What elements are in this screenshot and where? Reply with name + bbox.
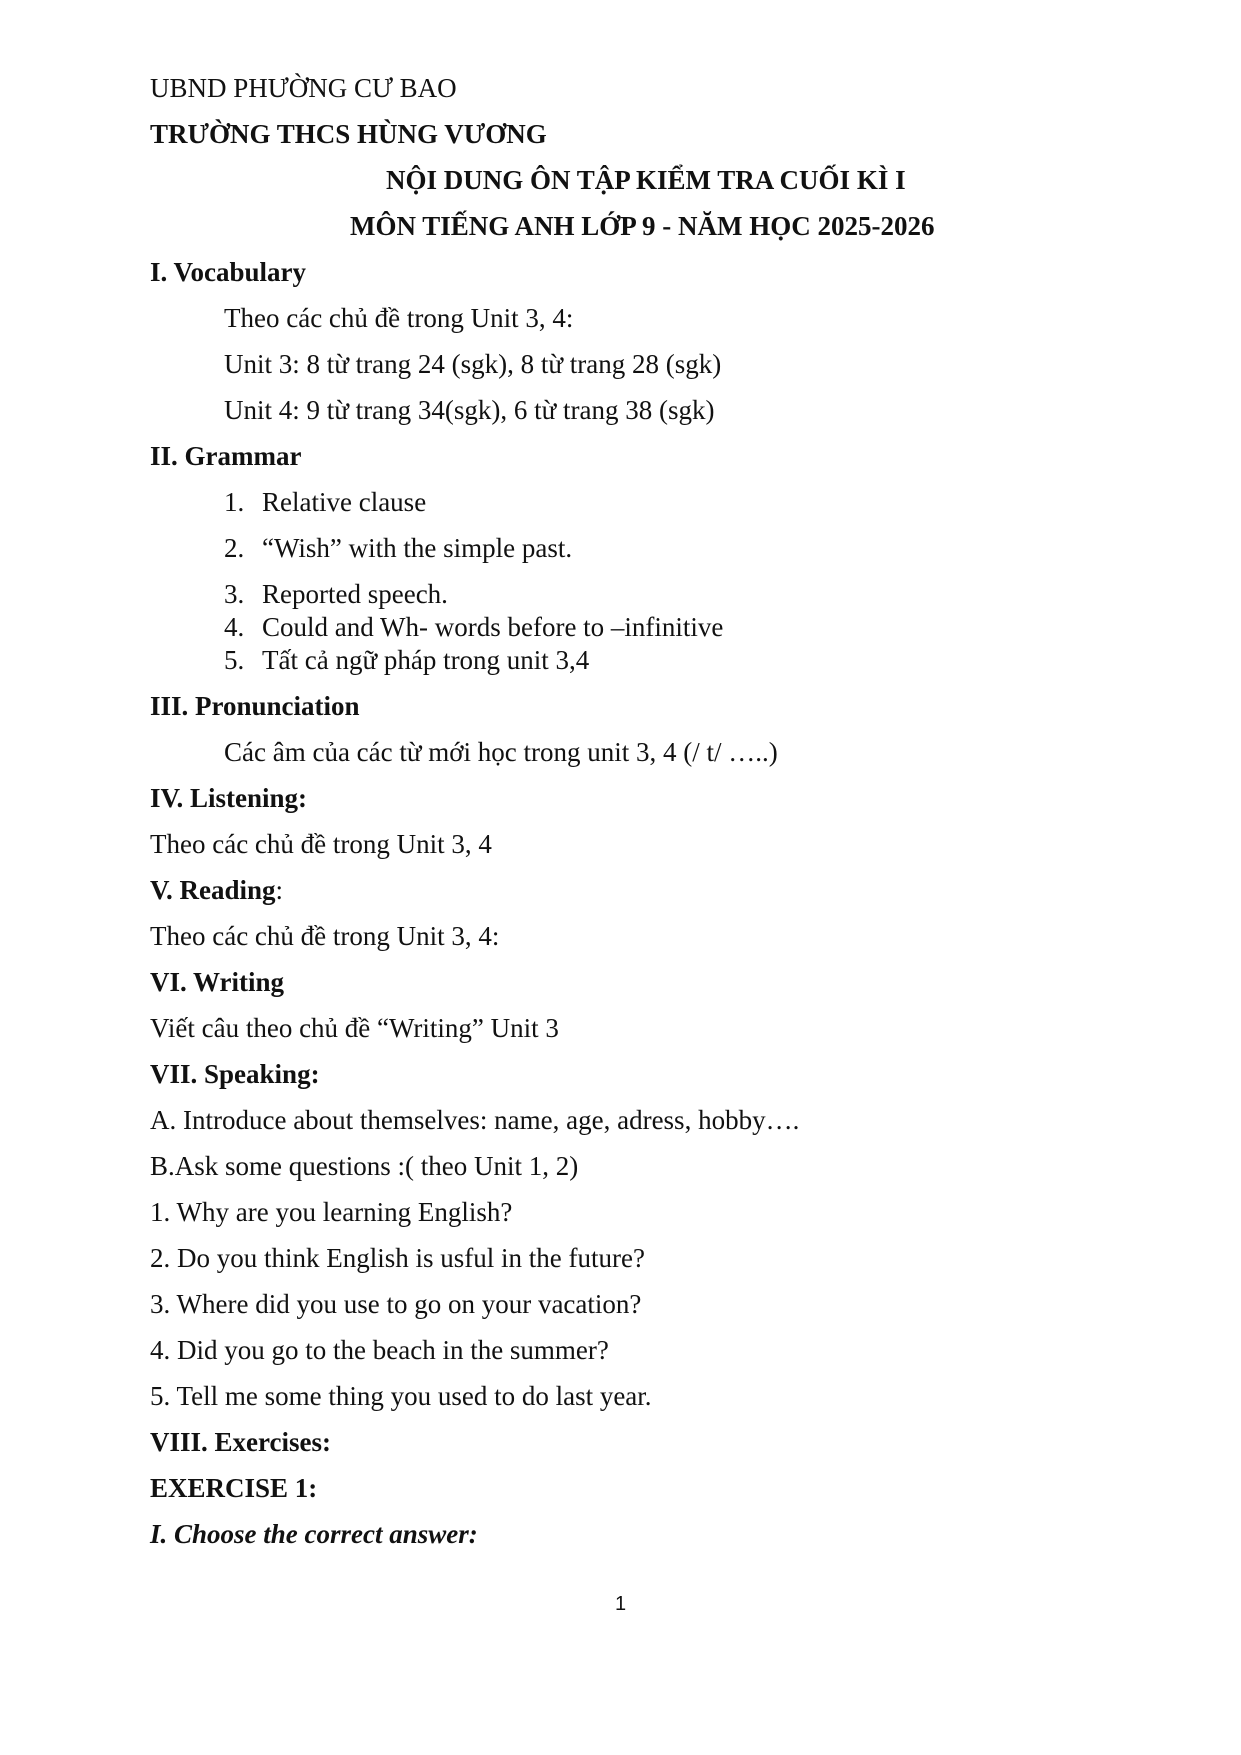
reading-text: Theo các chủ đề trong Unit 3, 4:	[150, 921, 500, 951]
speaking-question: 2. Do you think English is usful in the future?	[150, 1243, 645, 1273]
listening-text: Theo các chủ đề trong Unit 3, 4	[150, 829, 492, 859]
speaking-question: 1. Why are you learning English?	[150, 1197, 513, 1227]
page-number: 1	[614, 1593, 627, 1615]
grammar-heading: II. Grammar	[150, 441, 302, 471]
grammar-item-number: 2.	[224, 533, 245, 563]
vocabulary-heading: I. Vocabulary	[150, 257, 307, 287]
authority-name: UBND PHƯỜNG CƯ BAO	[150, 73, 457, 103]
grammar-item-text: Reported speech.	[262, 579, 448, 609]
reading-heading: V. Reading	[150, 875, 276, 905]
pronunciation-heading: III. Pronunciation	[150, 691, 360, 721]
speaking-heading: VII. Speaking:	[150, 1059, 320, 1089]
grammar-item	[224, 486, 426, 518]
listening-heading: IV. Listening:	[150, 783, 308, 813]
grammar-item-text: “Wish” with the simple past.	[262, 533, 573, 563]
speaking-question: 5. Tell me some thing you used to do last year.	[150, 1381, 652, 1411]
writing-text: Viết câu theo chủ đề “Writing” Unit 3	[150, 1013, 559, 1043]
vocabulary-line: Unit 4: 9 từ trang 34(sgk), 6 từ trang 38 (sgk)	[224, 395, 715, 425]
speaking-line: B.Ask some questions :( theo Unit 1, 2)	[150, 1151, 579, 1181]
writing-heading: VI. Writing	[150, 967, 285, 997]
grammar-item	[224, 644, 589, 676]
document-title: NỘI DUNG ÔN TẬP KIỂM TRA CUỐI KÌ I	[386, 165, 906, 195]
grammar-item	[224, 611, 723, 643]
vocabulary-line: Theo các chủ đề trong Unit 3, 4:	[224, 303, 574, 333]
grammar-item-number: 4.	[224, 612, 245, 642]
speaking-question: 3. Where did you use to go on your vacation?	[150, 1289, 642, 1319]
grammar-item-number: 1.	[224, 487, 245, 517]
grammar-item-number: 3.	[224, 579, 245, 609]
grammar-item-text: Relative clause	[262, 487, 427, 517]
grammar-item	[224, 578, 448, 610]
speaking-line: A. Introduce about themselves: name, age, adress, hobby….	[150, 1105, 800, 1135]
grammar-item-number: 5.	[224, 645, 245, 675]
exercise-1-task-heading: I. Choose the correct answer:	[150, 1519, 478, 1549]
exercises-heading: VIII. Exercises:	[150, 1427, 331, 1457]
reading-heading-line	[150, 874, 283, 906]
school-name: TRƯỜNG THCS HÙNG VƯƠNG	[150, 119, 547, 149]
reading-heading-colon: :	[275, 875, 284, 905]
document-subtitle: MÔN TIẾNG ANH LỚP 9 - NĂM HỌC 2025-2026	[350, 211, 935, 241]
vocabulary-line: Unit 3: 8 từ trang 24 (sgk), 8 từ trang 28 (sgk)	[224, 349, 722, 379]
exercise-1-heading: EXERCISE 1:	[150, 1473, 318, 1503]
grammar-item	[224, 532, 572, 564]
pronunciation-text: Các âm của các từ mới học trong unit 3, 4 (/ t/ …..)	[224, 737, 778, 767]
grammar-item-text: Tất cả ngữ pháp trong unit 3,4	[262, 645, 590, 675]
speaking-question: 4. Did you go to the beach in the summer?	[150, 1335, 609, 1365]
grammar-item-text: Could and Wh- words before to –infinitive	[262, 612, 724, 642]
